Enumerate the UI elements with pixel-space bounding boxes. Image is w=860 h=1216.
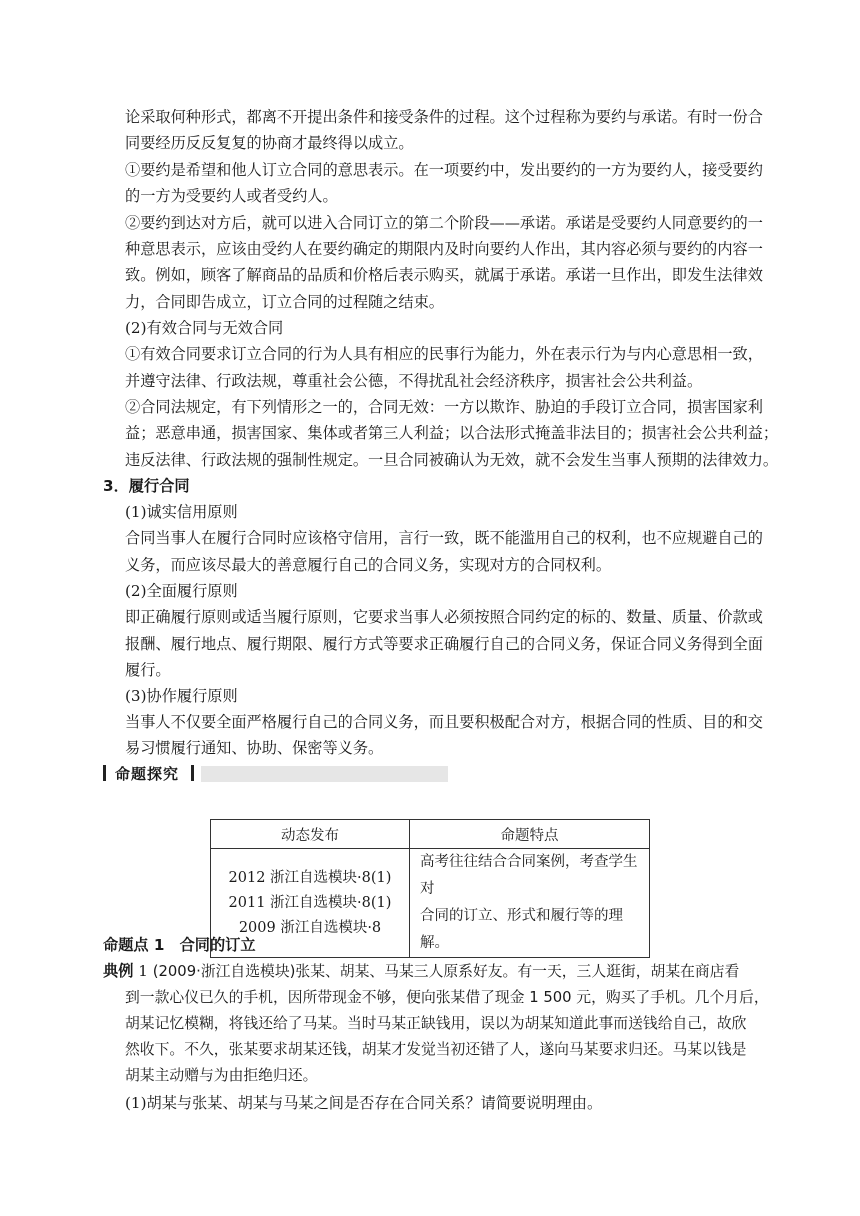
bar-divider xyxy=(191,765,194,781)
table-header-row xyxy=(211,820,650,849)
paragraph-line: 义务，而应该尽最大的善意履行自己的合同义务，实现对方的合同权利。 xyxy=(125,556,611,574)
paragraph-line: 论采取何种形式，都离不开提出条件和接受条件的过程。这个过程称为要约与承诺。有时一份合 xyxy=(125,108,763,126)
paragraph-line: 致。例如，顾客了解商品的品质和价格后表示购买，就属于承诺。承诺一旦作出，即发生法律效 xyxy=(125,266,763,284)
paragraph-line: 易习惯履行通知、协助、保密等义务。 xyxy=(125,739,384,757)
bar-fill xyxy=(201,766,448,782)
paragraph-line: ①有效合同要求订立合同的行为人具有相应的民事行为能力，外在表示行为与内心意思相一致， xyxy=(125,345,763,363)
paragraph-line: 当事人不仅要全面严格履行自己的合同义务，而且要积极配合对方，根据合同的性质、目的和交 xyxy=(125,713,763,731)
example-line: 然收下。不久，张某要求胡某还钱，胡某才发觉当初还错了人，遂向马某要求归还。马某以钱是 xyxy=(125,1041,747,1058)
paragraph-line: 违反法律、行政法规的强制性规定。一旦合同被确认为无效，就不会发生当事人预期的法律效力。 xyxy=(125,451,779,469)
paragraph-line: ②要约到达对方后，就可以进入合同订立的第二个阶段——承诺。承诺是受要约人同意要约的一 xyxy=(125,214,763,232)
feature-cell xyxy=(410,849,650,958)
release-item: 2012 浙江自选模块·8(1) xyxy=(228,869,392,886)
example-label: 典例 xyxy=(103,962,134,980)
paragraph-line: 履行。 xyxy=(125,661,171,679)
bar-divider xyxy=(103,765,106,781)
example-number: 1 xyxy=(138,962,148,980)
explore-title: 命题探究 xyxy=(115,765,180,783)
paragraph-line: 种意思表示，应该由受约人在要约确定的期限内及时向要约人作出，其内容必须与要约的内容一 xyxy=(125,240,763,258)
paragraph-line: 同要经历反反复复的协商才最终得以成立。 xyxy=(125,134,414,152)
subheading-good-faith: (1)诚实信用原则 xyxy=(125,503,238,521)
example-question: (1)胡某与张某、胡某与马某之间是否存在合同关系？请简要说明理由。 xyxy=(125,1094,603,1112)
subheading-full-performance: (2)全面履行原则 xyxy=(125,582,238,600)
example-line: 胡某记忆模糊，将钱还给了马某。当时马某正缺钱用，误以为胡某知道此事而送钱给自己，故欣 xyxy=(125,1015,747,1032)
table-row xyxy=(211,849,650,958)
paragraph-line: ②合同法规定，有下列情形之一的，合同无效：一方以欺诈、胁迫的手段订立合同，损害国家利 xyxy=(125,398,763,416)
subheading-valid-invalid: (2)有效合同与无效合同 xyxy=(125,319,284,337)
paragraph-line: 合同当事人在履行合同时应该格守信用，言行一致，既不能滥用自己的权利，也不应规避自己的 xyxy=(125,529,763,547)
paragraph-line: 并遵守法律、行政法规，尊重社会公德，不得扰乱社会经济秩序，损害社会公共利益。 xyxy=(125,372,703,390)
section-heading-perform-contract: 3．履行合同 xyxy=(103,477,190,495)
feature-line: 高考往往结合合同案例，考查学生对 xyxy=(420,854,638,897)
paragraph-line: 益；恶意串通，损害国家、集体或者第三人利益；以合法形式掩盖非法目的；损害社会公共利益； xyxy=(125,424,779,442)
example-first-line xyxy=(103,961,739,982)
release-item: 2009 浙江自选模块·8 xyxy=(238,919,382,936)
example-text: (2009·浙江自选模块)张某、胡某、马某三人原系好友。有一天，三人逛街，胡某在商店看 xyxy=(152,963,740,980)
subheading-cooperation: (3)协作履行原则 xyxy=(125,687,238,705)
paragraph-line: 即正确履行原则或适当履行原则，它要求当事人必须按照合同约定的标的、数量、质量、价款或 xyxy=(125,608,763,626)
release-item: 2011 浙江自选模块·8(1) xyxy=(228,894,392,911)
paragraph-line: 力，合同即告成立，订立合同的过程随之结束。 xyxy=(125,293,444,311)
example-line: 胡某主动赠与为由拒绝归还。 xyxy=(125,1067,318,1084)
feature-line: 合同的订立、形式和履行等的理解。 xyxy=(420,908,623,951)
example-line: 到一款心仪已久的手机，因所带现金不够，便向张某借了现金 1 500 元，购买了手机。几个月后， xyxy=(125,989,769,1006)
exam-feature-table xyxy=(210,819,650,958)
paragraph-line: 报酬、履行地点、履行期限、履行方式等要求正确履行自己的合同义务，保证合同义务得到全面 xyxy=(125,635,763,653)
table-header-release: 动态发布 xyxy=(211,820,410,849)
point-heading: 命题点 1 合同的订立 xyxy=(103,936,256,954)
table-header-feature: 命题特点 xyxy=(410,820,650,849)
paragraph-line: ①要约是希望和他人订立合同的意思表示。在一项要约中，发出要约的一方为要约人，接受要约 xyxy=(125,161,763,179)
explore-section-bar xyxy=(103,764,448,782)
paragraph-line: 的一方为受要约人或者受约人。 xyxy=(125,187,338,205)
